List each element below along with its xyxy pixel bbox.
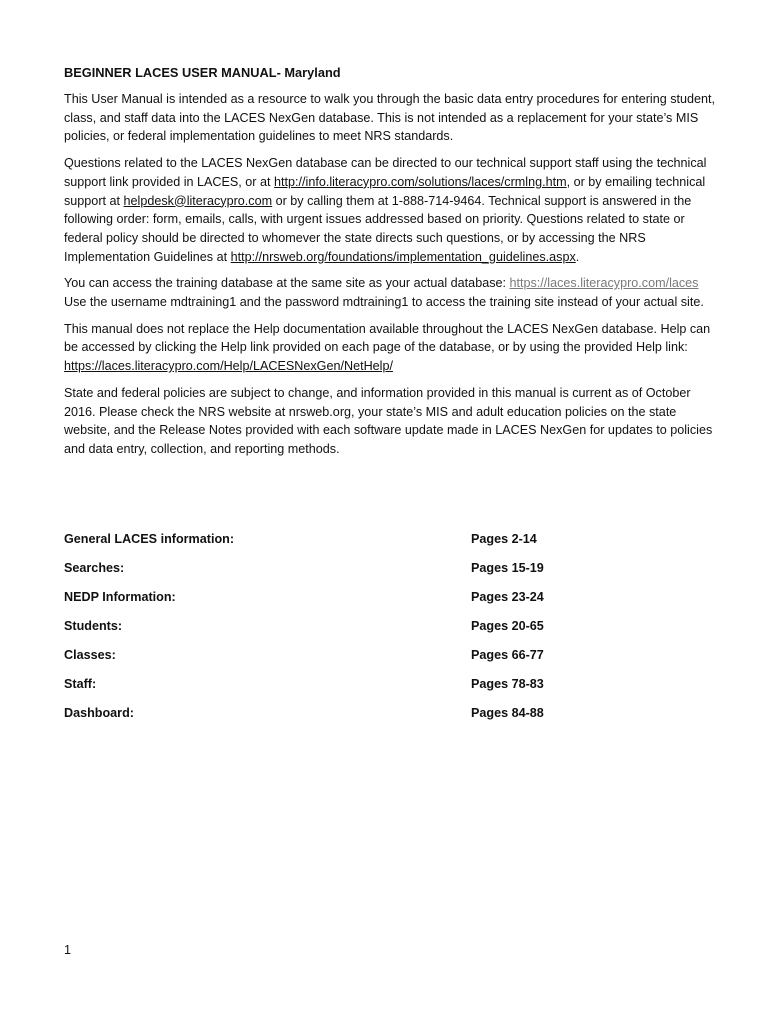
toc-page-range: Pages 23-24: [471, 590, 544, 604]
toc-section-name: General LACES information:: [64, 532, 235, 546]
toc-row-searches: [64, 559, 624, 588]
toc-row-classes: [64, 646, 624, 675]
toc-page-range: Pages 66-77: [471, 648, 544, 662]
toc-section-name: NEDP Information:: [64, 590, 176, 604]
main-content: [64, 64, 716, 467]
toc-section-name: Dashboard:: [64, 706, 134, 720]
toc-row-nedp: [64, 588, 624, 617]
toc-section-name: Staff:: [64, 677, 97, 691]
training-paragraph: [64, 274, 716, 311]
toc-page-range: Pages 15-19: [471, 561, 544, 575]
support-link[interactable]: http://info.literacypro.com/solutions/laces/crmlng.htm: [274, 174, 567, 189]
helpdesk-email-link[interactable]: helpdesk@literacypro.com: [123, 193, 273, 208]
document-title: BEGINNER LACES USER MANUAL- Maryland: [64, 65, 341, 80]
toc-row-staff: [64, 675, 624, 704]
page-number: 1: [64, 943, 72, 957]
support-text-3: or by calling them at 1-888-714-9464. Technical support is answered in the following order: form, emails, calls, with urgent issues addressed based on priority. Questions related to state or federal policy should be directed to whomever the state directs such questions, or by accessing the NRS Implementation Guidelines at: [64, 193, 692, 264]
toc-page-range: Pages 2-14: [471, 532, 537, 546]
training-text-1: You can access the training database at the same site as your actual database:: [64, 276, 510, 291]
toc-row-general: [64, 530, 624, 559]
table-of-contents: [64, 530, 624, 733]
help-text: This manual does not replace the Help documentation available throughout the LACES NexGen database. Help can be accessed by clicking the Help link provided on each page of the database, or by using the provided Help link:: [64, 321, 711, 355]
support-text-2: , or by emailing technical support at: [64, 174, 706, 208]
support-text-4: .: [575, 249, 580, 264]
toc-section-name: Classes:: [64, 648, 116, 662]
toc-page-range: Pages 84-88: [471, 706, 544, 720]
toc-page-range: Pages 78-83: [471, 677, 544, 691]
training-site-link[interactable]: https://laces.literacypro.com/laces: [509, 276, 699, 291]
policy-paragraph: State and federal policies are subject to change, and information provided in this manual is current as of October 2016. Please check the NRS website at nrsweb.org, your state’s MIS and adult education policies on the state website, and the Release Notes provided with each software update made in LACES NexGen for updates to policies and data entry, collection, and reporting methods.: [64, 385, 713, 456]
help-paragraph: [64, 320, 716, 376]
nrs-guidelines-link[interactable]: http://nrsweb.org/foundations/implementation_guidelines.aspx: [230, 249, 576, 264]
toc-row-students: [64, 617, 624, 646]
intro-paragraph: This User Manual is intended as a resource to walk you through the basic data entry procedures for entering student, class, and staff data into the LACES NexGen database. This is not intended as a replacement for your state’s MIS policies, or federal implementation guidelines to meet NRS standards.: [64, 92, 716, 144]
training-text-2: Use the username mdtraining1 and the password mdtraining1 to access the training site instead of your actual site.: [64, 295, 704, 310]
support-paragraph: [64, 154, 716, 266]
toc-row-dashboard: [64, 704, 624, 733]
toc-section-name: Students:: [64, 619, 123, 633]
help-link[interactable]: https://laces.literacypro.com/Help/LACESNexGen/NetHelp/: [64, 359, 393, 374]
toc-page-range: Pages 20-65: [471, 619, 544, 633]
toc-section-name: Searches:: [64, 561, 125, 575]
support-text-1: Questions related to the LACES NexGen database can be directed to our technical support staff using the technical support link provided in LACES, or at: [64, 156, 707, 189]
